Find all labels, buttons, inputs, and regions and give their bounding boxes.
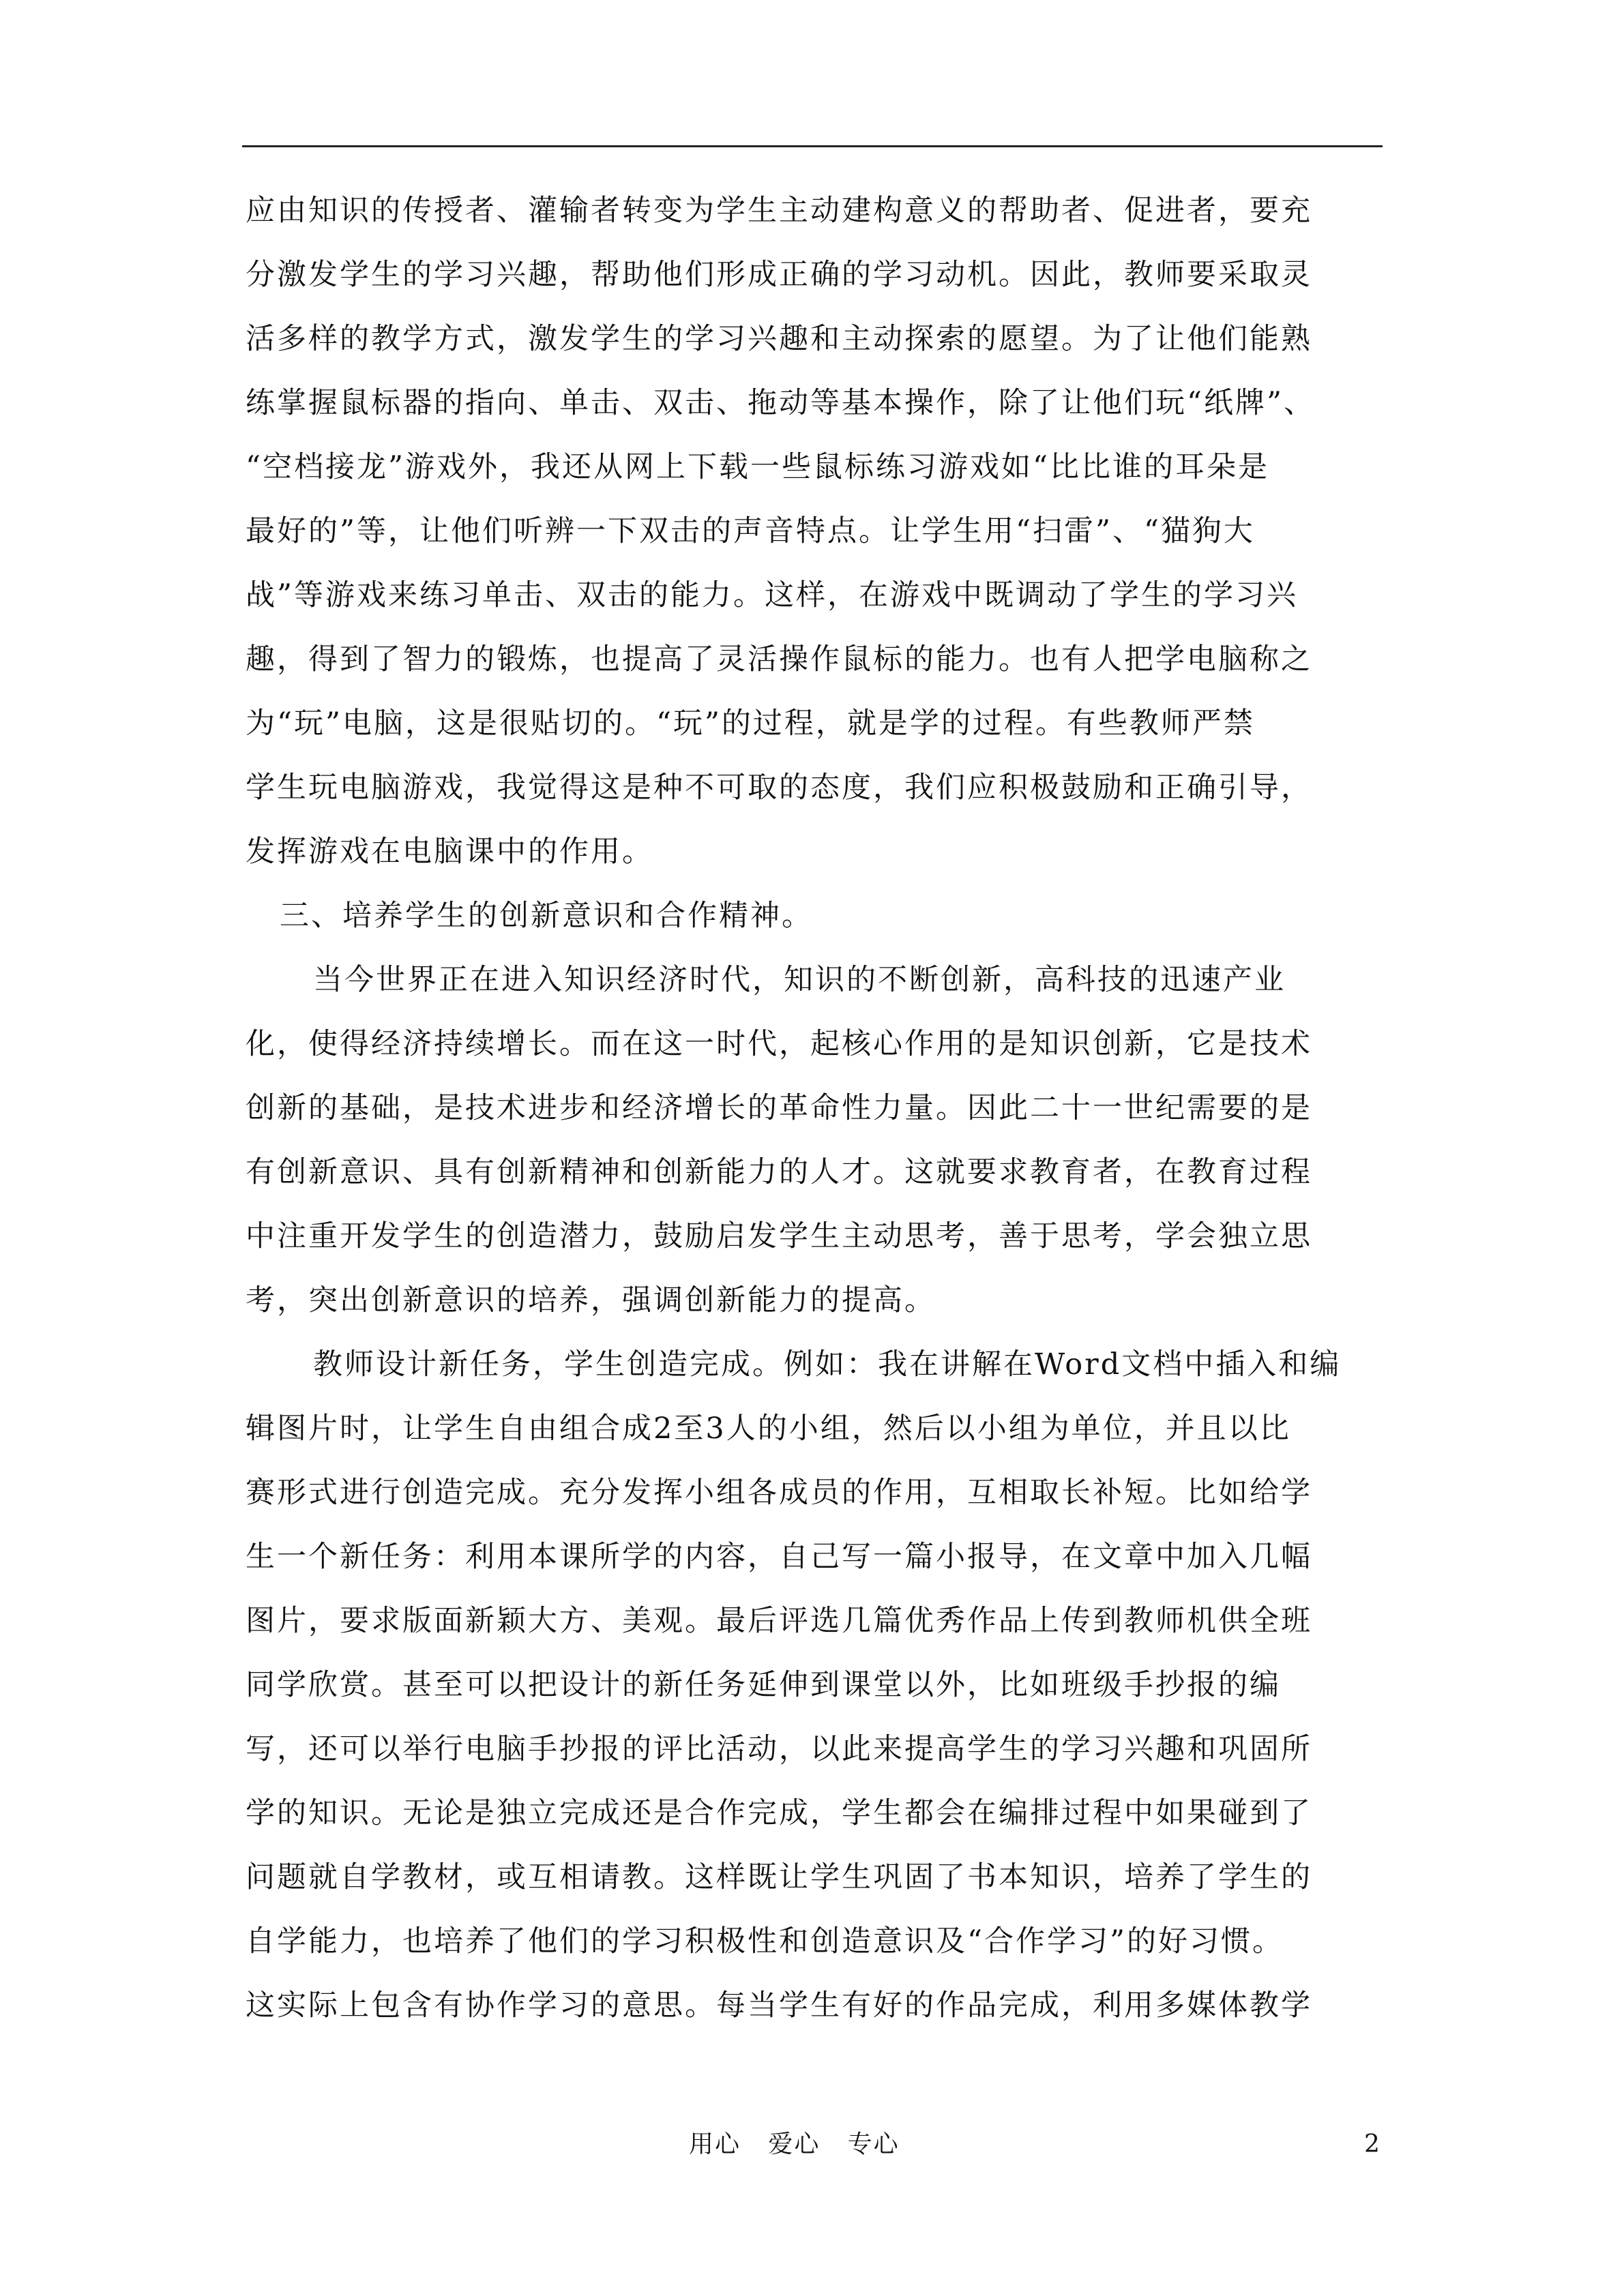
paragraph-first-line: 教师设计新任务，学生创造完成。例如：我在讲解在Word文档中插入和编 <box>313 1347 1342 1382</box>
body-line: 图片，要求版面新颖大方、美观。最后评选几篇优秀作品上传到教师机供全班 <box>246 1604 1312 1638</box>
footer-motto: 用心 爱心 专心 <box>689 2130 900 2158</box>
body-line: 战”等游戏来练习单击、双击的能力。这样，在游戏中既调动了学生的学习兴 <box>246 578 1298 612</box>
body-line: 分激发学生的学习兴趣，帮助他们形成正确的学习动机。因此，教师要采取灵 <box>246 258 1312 292</box>
body-line: 学生玩电脑游戏，我觉得这是种不可取的态度，我们应积极鼓励和正确引导， <box>246 771 1312 805</box>
header-rule <box>242 145 1383 147</box>
body-line: 应由知识的传授者、灌输者转变为学生主动建构意义的帮助者、促进者，要充 <box>246 194 1312 228</box>
body-line: 自学能力，也培养了他们的学习积极性和创造意识及“合作学习”的好习惯。 <box>246 1924 1284 1958</box>
body-line: 发挥游戏在电脑课中的作用。 <box>246 835 653 869</box>
body-line: 这实际上包含有协作学习的意思。每当学生有好的作品完成，利用多媒体教学 <box>246 1988 1312 2023</box>
body-line: 中注重开发学生的创造潜力，鼓励启发学生主动思考，善于思考，学会独立思 <box>246 1219 1312 1253</box>
body-line: 问题就自学教材，或互相请教。这样既让学生巩固了书本知识，培养了学生的 <box>246 1860 1312 1894</box>
body-line: 有创新意识、具有创新精神和创新能力的人才。这就要求教育者，在教育过程 <box>246 1155 1312 1189</box>
body-line: 趣，得到了智力的锻炼，也提高了灵活操作鼠标的能力。也有人把学电脑称之 <box>246 642 1312 676</box>
document-body <box>246 179 1378 2038</box>
body-line: 同学欣赏。甚至可以把设计的新任务延伸到课堂以外，比如班级手抄报的编 <box>246 1668 1281 1702</box>
body-line: 练掌握鼠标器的指向、单击、双击、拖动等基本操作，除了让他们玩“纸牌”、 <box>246 386 1315 420</box>
body-line: 写，还可以举行电脑手抄报的评比活动，以此来提高学生的学习兴趣和巩固所 <box>246 1732 1312 1766</box>
body-line: 生一个新任务：利用本课所学的内容，自己写一篇小报导，在文章中加入几幅 <box>246 1540 1312 1574</box>
page-footer <box>0 2124 1624 2165</box>
body-line: 创新的基础，是技术进步和经济增长的革命性力量。因此二十一世纪需要的是 <box>246 1091 1312 1125</box>
body-line: 为“玩”电脑，这是很贴切的。“玩”的过程，就是学的过程。有些教师严禁 <box>246 706 1255 741</box>
page-number: 2 <box>1364 2130 1380 2158</box>
body-line: “空档接龙”游戏外，我还从网上下载一些鼠标练习游戏如“比比谁的耳朵是 <box>246 450 1269 484</box>
body-line: 化，使得经济持续增长。而在这一时代，起核心作用的是知识创新，它是技术 <box>246 1027 1312 1061</box>
body-line: 最好的”等，让他们听辨一下双击的声音特点。让学生用“扫雷”、“猫狗大 <box>246 514 1255 548</box>
body-line: 赛形式进行创造完成。充分发挥小组各成员的作用，互相取长补短。比如给学 <box>246 1476 1312 1510</box>
paragraph-first-line: 当今世界正在进入知识经济时代，知识的不断创新，高科技的迅速产业 <box>313 963 1286 997</box>
body-line: 考，突出创新意识的培养，强调创新能力的提高。 <box>246 1283 936 1317</box>
section-heading: 三、培养学生的创新意识和合作精神。 <box>280 899 813 933</box>
body-line: 辑图片时，让学生自由组合成2至3人的小组，然后以小组为单位，并且以比 <box>246 1412 1291 1446</box>
body-line: 活多样的教学方式，激发学生的学习兴趣和主动探索的愿望。为了让他们能熟 <box>246 322 1312 356</box>
body-line: 学的知识。无论是独立完成还是合作完成，学生都会在编排过程中如果碰到了 <box>246 1796 1312 1830</box>
